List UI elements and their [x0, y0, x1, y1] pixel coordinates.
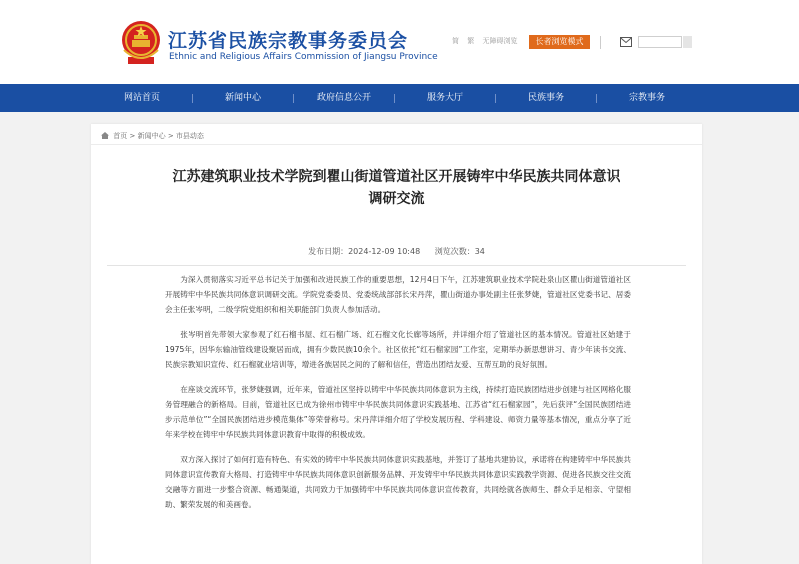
- article-meta: [91, 246, 702, 257]
- breadcrumb: [101, 131, 204, 141]
- article-body: [165, 272, 631, 522]
- nav-item-gov-info[interactable]: 政府信息公开: [316, 93, 371, 103]
- home-icon: [101, 132, 109, 139]
- accessibility-link[interactable]: 无障碍浏览: [482, 37, 518, 45]
- breadcrumb-separator: >: [167, 132, 174, 140]
- meta-divider: [107, 265, 686, 266]
- publish-date-value: 2024-12-09 10:48: [348, 247, 421, 256]
- nav-separator: [293, 94, 294, 103]
- article-paragraph: 为深入贯彻落实习近平总书记关于加强和改进民族工作的重要思想，12月4日下午，江苏建筑职业技术学院赴泉山区瞿山街道管道社区开展铸牢中华民族共同体意识调研交流。学院党委委员、党委统战部部长宋丹萍，瞿山街道办事处副主任张梦婕，管道社区党委书记、居委会主任张岑明，二级学院党组织和相关职能部门负责人参加活动。: [165, 275, 631, 314]
- publish-date: [308, 247, 420, 256]
- breadcrumb-home[interactable]: 首页: [113, 132, 128, 140]
- header-tools: [452, 36, 523, 50]
- site-title[interactable]: 江苏省民族宗教事务委员会: [168, 30, 409, 52]
- nav-separator: [495, 94, 496, 103]
- article-container: [91, 124, 702, 564]
- article-title: 江苏建筑职业技术学院到瞿山街道管道社区开展铸牢中华民族共同体意识调研交流: [172, 169, 621, 207]
- breadcrumb-local-news[interactable]: 市县动态: [175, 132, 204, 140]
- nav-separator: [394, 94, 395, 103]
- nav-item-ethnic-affairs[interactable]: 民族事务: [527, 93, 564, 103]
- breadcrumb-news[interactable]: 新闻中心: [137, 132, 166, 140]
- nav-separator: [192, 94, 193, 103]
- article-paragraph: 双方深入探讨了如何打造有特色、有实效的铸牢中华民族共同体意识实践基地，并签订了基地共建协议，承诺将在构建铸牢中华民族共同体意识宣传教育大格局、打造铸牢中华民族共同体意识创新服务品牌、开发铸牢中华民族共同体意识实践教学资源、促进各民族交往交流交融等方面进一步整合资源、畅通渠道，共同致力于加强铸牢中华民族共同体意识宣传教育，共同绘就各族师生、群众手足相亲、守望相助、繁荣发展的和美画卷。: [165, 455, 631, 509]
- nav-item-religious-affairs[interactable]: 宗教事务: [628, 93, 665, 103]
- nav-separator: [596, 94, 597, 103]
- view-count: [435, 247, 485, 256]
- nav-item-services[interactable]: 服务大厅: [426, 93, 463, 103]
- view-count-label: 浏览次数：: [434, 247, 475, 256]
- nav-item-home[interactable]: 网站首页: [123, 93, 160, 103]
- elder-mode-button[interactable]: 长者浏览模式: [529, 35, 590, 49]
- site-subtitle-en: Ethnic and Religious Affairs Commission of Jiangsu Province: [169, 52, 438, 62]
- mail-icon[interactable]: [620, 37, 632, 47]
- simplified-chinese-link[interactable]: 简: [452, 37, 459, 45]
- search-input[interactable]: [638, 36, 682, 48]
- breadcrumb-divider: [91, 144, 702, 145]
- breadcrumb-separator: >: [129, 132, 136, 140]
- site-header: [0, 0, 799, 84]
- search-button[interactable]: [683, 36, 692, 48]
- publish-date-label: 发布日期：: [308, 247, 349, 256]
- view-count-value: 34: [474, 247, 485, 256]
- traditional-chinese-link[interactable]: 繁: [467, 37, 475, 45]
- article-paragraph: 在座谈交流环节，张梦婕强调，近年来，管道社区坚持以铸牢中华民族共同体意识为主线，持续打造民族团结进步创建与社区网格化服务管理融合的新格局。目前，管道社区已成为徐州市铸牢中华民族共同体意识实践基地、江苏省“红石榴家园”，先后获评“全国民族团结进步示范单位”“全国民族团结进步模范集体”等荣誉称号。宋丹萍详细介绍了学校发展历程、学科建设、师资力量等基本情况，重点分享了近年来学校在铸牢中华民族共同体意识教育中取得的积极成效。: [165, 385, 631, 439]
- header-divider: [600, 36, 601, 49]
- national-emblem-icon: [120, 20, 162, 66]
- nav-item-news[interactable]: 新闻中心: [224, 93, 261, 103]
- main-nav: [0, 84, 799, 112]
- article-paragraph: 张岑明首先带领大家参观了红石榴书屋、红石榴广场、红石榴文化长廊等场所，并详细介绍了管道社区的基本情况。管道社区始建于1975年，因华东输油管线建设聚居而成，拥有少数民族10余个。社区依托“红石榴家园”工作室，定期举办新思想讲习、青少年读书交流、民族宗教知识宣传、红石榴就业培训等，增进各族居民之间的了解和信任，营造出团结友爱、互帮互助的良好氛围。: [165, 330, 631, 369]
